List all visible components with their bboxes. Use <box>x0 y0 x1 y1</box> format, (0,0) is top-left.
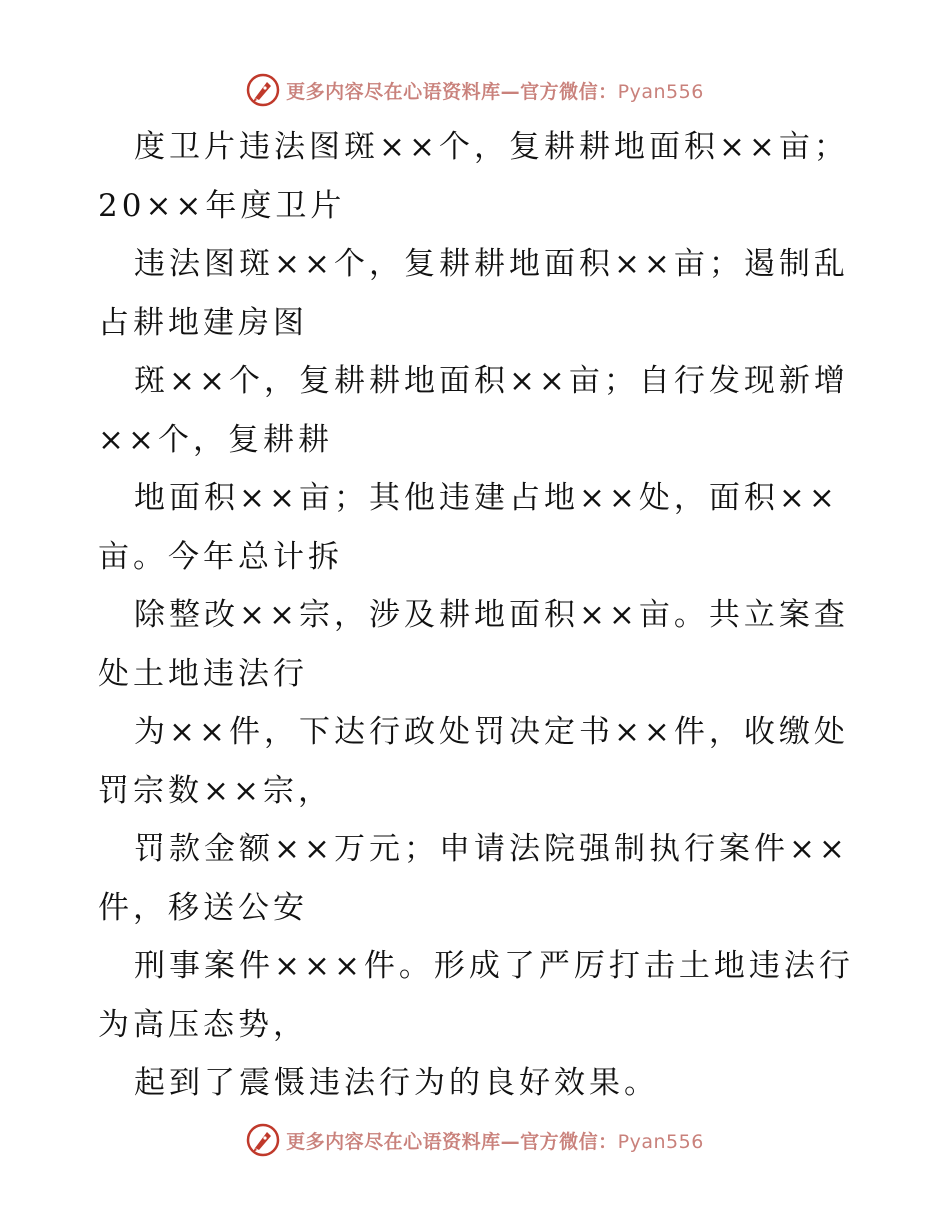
text-line: 罚款金额××万元；申请法院强制执行案件×× <box>134 831 849 867</box>
pen-nib-logo-icon <box>246 1123 280 1157</box>
text-line: ××个，复耕耕 <box>98 421 333 458</box>
header-watermark-banner <box>0 70 950 110</box>
text-line: 起到了震慑违法行为的良好效果。 <box>134 1065 659 1101</box>
text-line: 度卫片违法图斑××个，复耕耕地面积××亩； <box>134 129 849 165</box>
text-line: 除整改××宗，涉及耕地面积××亩。共立案查 <box>134 597 849 633</box>
text-line: 占耕地建房图 <box>98 304 308 341</box>
text-line: 为××件，下达行政处罚决定书××件，收缴处 <box>134 714 849 750</box>
text-line: 地面积××亩；其他违建占地××处，面积×× <box>134 480 839 516</box>
text-line: 件，移送公安 <box>98 889 308 926</box>
text-line: 斑××个，复耕耕地面积××亩；自行发现新增 <box>134 363 849 399</box>
pen-nib-logo-icon <box>246 73 280 107</box>
text-line: 20××年度卫片 <box>98 187 346 224</box>
text-line: 亩。今年总计拆 <box>98 538 343 575</box>
text-line: 罚宗数××宗， <box>98 772 333 809</box>
document-body <box>98 118 858 1113</box>
banner-text: 更多内容尽在心语资料库—官方微信：Pyan556 <box>286 80 704 103</box>
text-line: 为高压态势， <box>98 1006 308 1043</box>
text-line: 刑事案件×××件。形成了严厉打击土地违法行 <box>134 948 854 984</box>
banner-text: 更多内容尽在心语资料库—官方微信：Pyan556 <box>286 1130 704 1153</box>
footer-watermark-banner <box>0 1120 950 1160</box>
text-line: 处土地违法行 <box>98 655 308 692</box>
text-line: 违法图斑××个，复耕耕地面积××亩；遏制乱 <box>134 246 849 282</box>
